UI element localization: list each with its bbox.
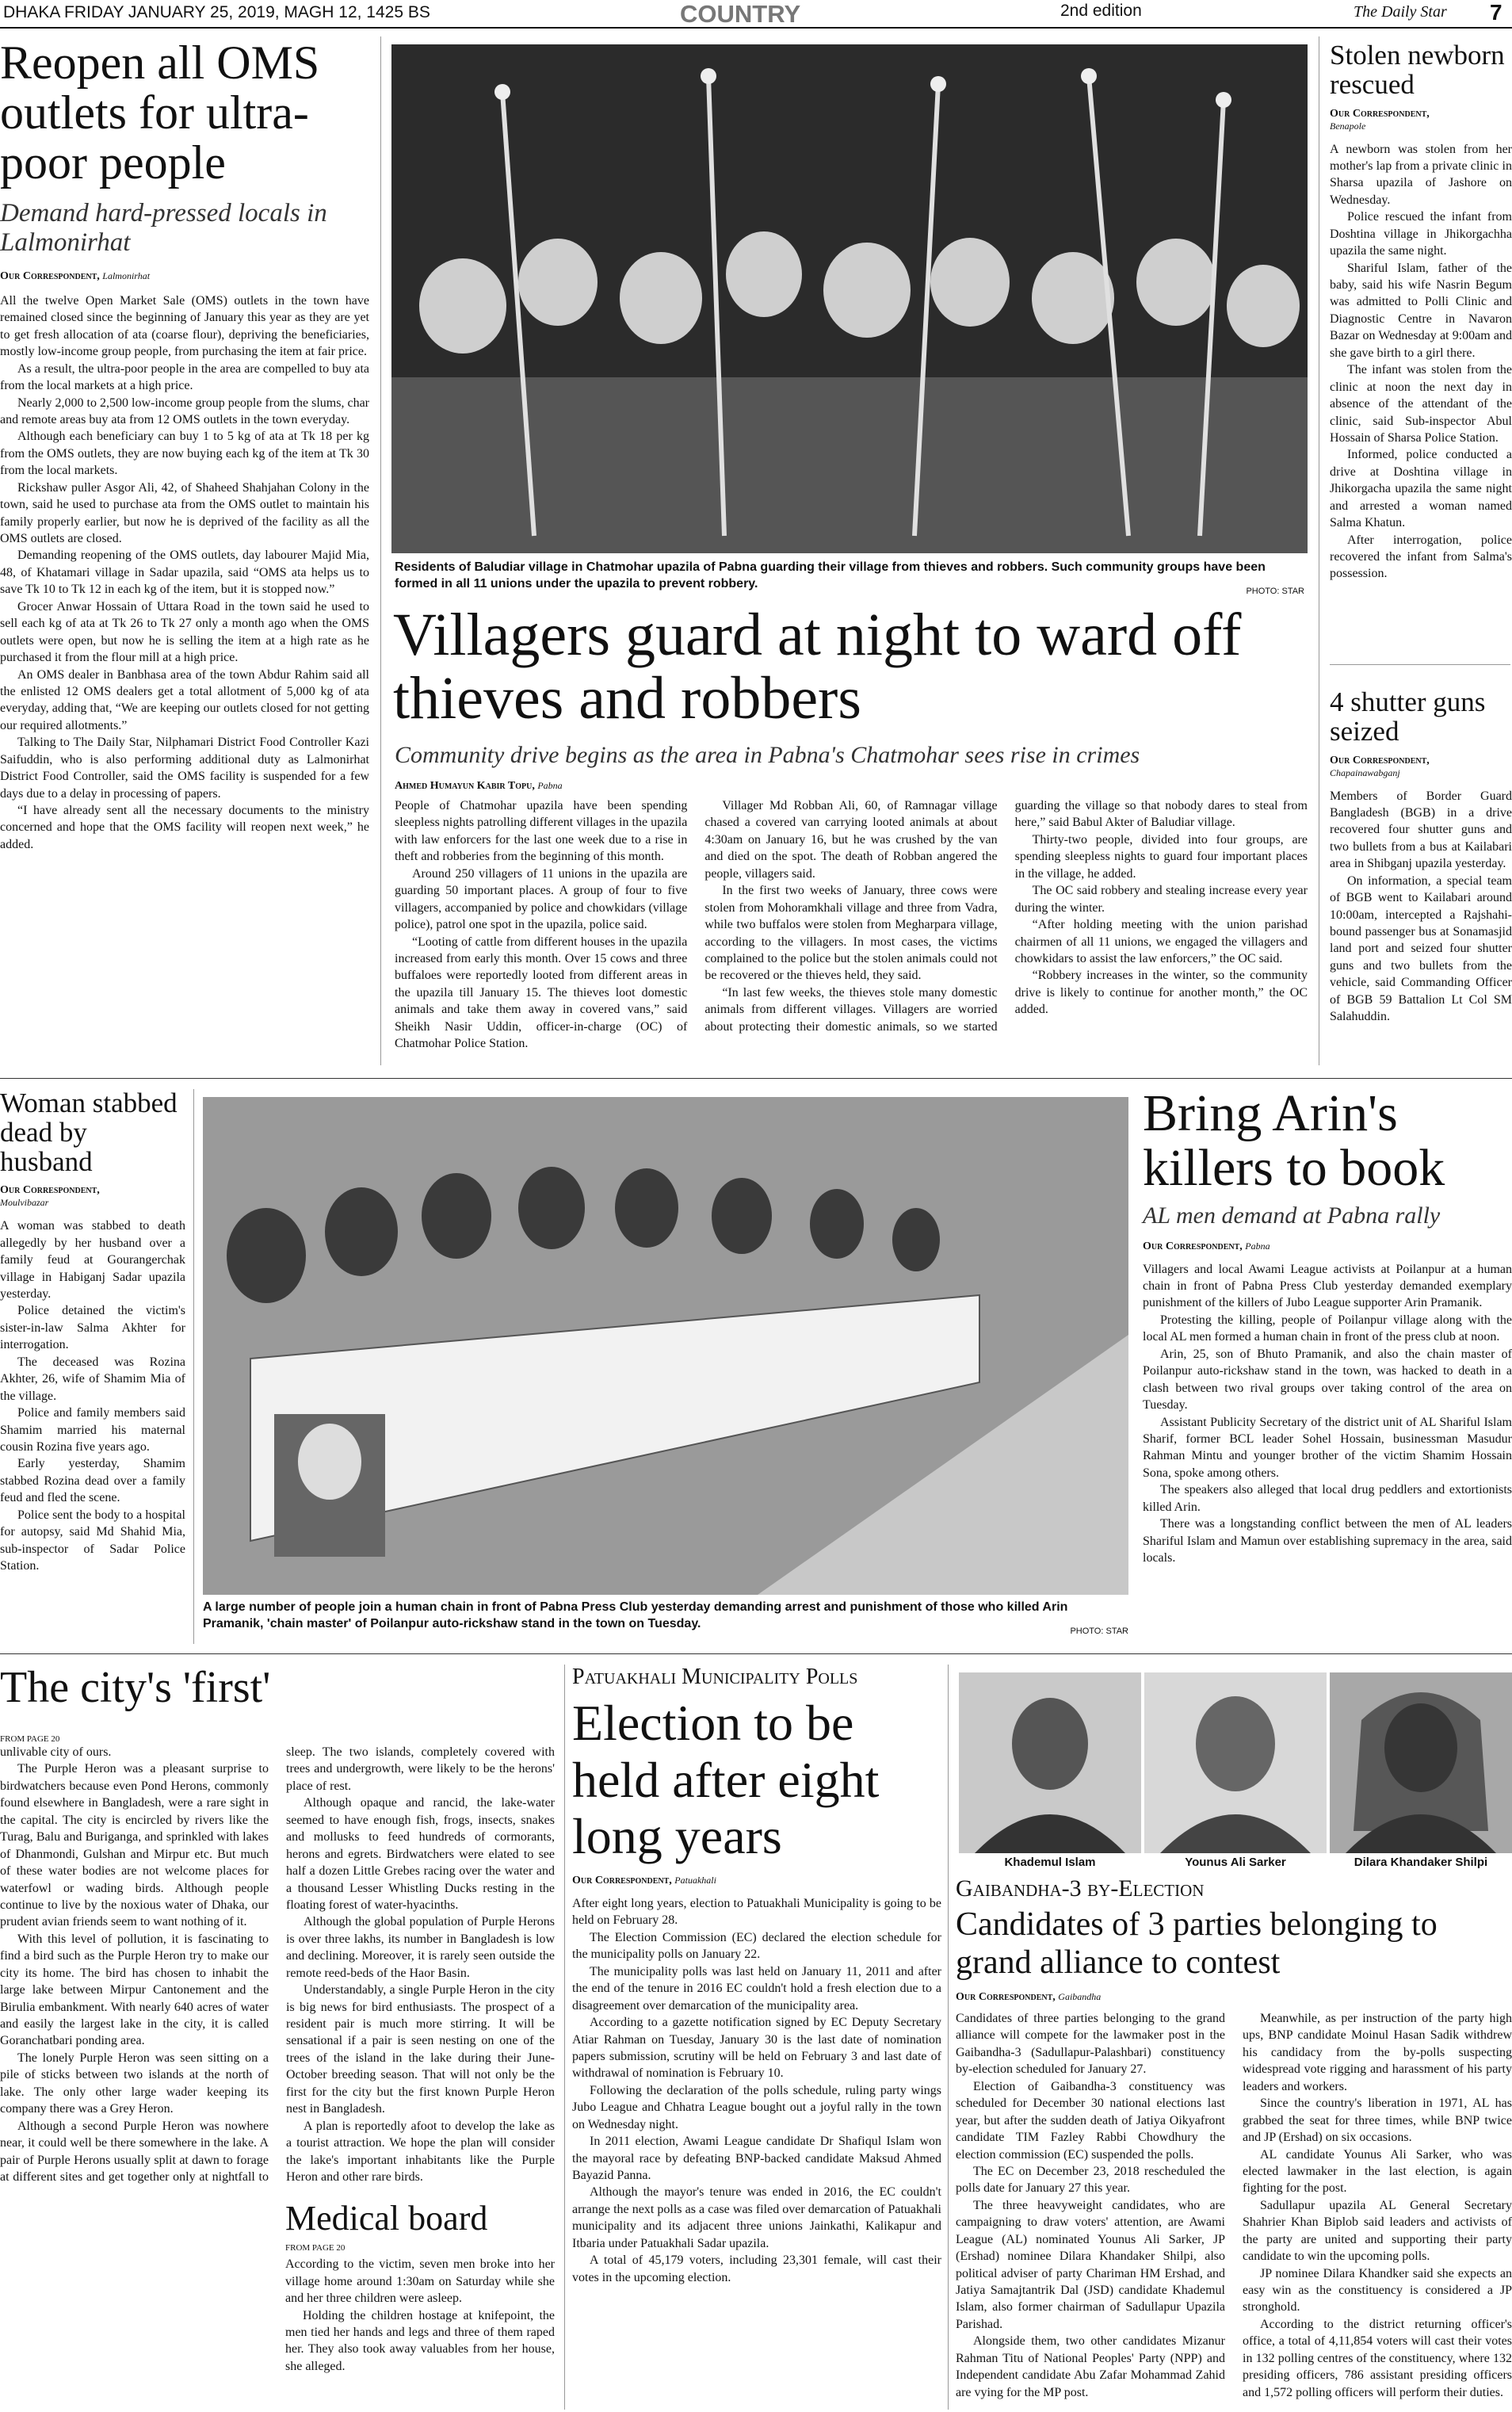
gaibandha-kicker: Gaibandha-3 by-Election xyxy=(956,1875,1205,1902)
newborn-headline: Stolen newborn rescued xyxy=(1330,40,1505,100)
oms-article xyxy=(0,38,369,853)
oms-byline: Our Correspondent, Lalmonirhat xyxy=(0,269,151,282)
oms-subhead: Demand hard-pressed locals in Lalmonirhat xyxy=(0,199,327,257)
medical-from-page: FROM PAGE 20 xyxy=(285,2243,346,2253)
masthead-logo: The Daily Star xyxy=(1354,3,1447,21)
patuakhali-article xyxy=(572,1665,941,2286)
section-name: COUNTRY xyxy=(680,0,801,28)
page-number: 7 xyxy=(1490,0,1502,25)
medical-article xyxy=(285,2200,555,2375)
newborn-byline: Our Correspondent, Benapole xyxy=(1330,107,1430,132)
edition-label: 2nd edition xyxy=(1060,2,1142,20)
patuakhali-body: After eight long years, election to Patuakhali Municipality is going to be held on February 28. The Election Commission (EC) declared the election schedule for the municipality polls on January 22. The municipality polls was last held on January 11, 2011 and after the end of the tenure in 2016 EC couldn't hold a fresh election due to a disagreement over demarcation of the municipality area. According to a gazette notification signed by EC Deputy Secretary Atiar Rahman on Tuesday, January 30 is the last date of nomination papers submission, scrutiny will be held on February 3 and last date of withdrawal of nomination is February 10. Following the declaration of the polls schedule, ruling party wings Jubo League and Chhatra League bought out a joyful rally in the town on Wednesday night. In 2011 election, Awami League candidate Dr Shafiqul Islam won the mayoral race by defeating BNP-backed candidate Maksud Ahmed Bayazid Panna. Although the mayor's tenure was ended in 2016, the EC couldn't arrange the next polls as a case was filed over demarcation of Patuakhali municipality and its adjacent three unions Jainkathi, Kalikapur and Itbaria under Patuakhali Sadar upazila. A total of 45,179 voters, including 23,301 female, will cast their votes in the upcoming election. xyxy=(572,1897,941,2284)
newborn-article xyxy=(1330,41,1512,583)
villagers-photo xyxy=(391,44,1308,553)
arin-photo-credit: PHOTO: STAR xyxy=(1070,1626,1128,1636)
arin-subhead: AL men demand at Pabna rally xyxy=(1143,1202,1441,1229)
portrait-caption-1: Khademul Islam xyxy=(1004,1856,1096,1869)
gaibandha-byline: Our Correspondent, Gaibandha xyxy=(956,1991,1102,2003)
arin-headline: Bring Arin's killers to book xyxy=(1143,1084,1445,1198)
shutter-headline: 4 shutter guns seized xyxy=(1330,686,1486,747)
arin-photo-graphic xyxy=(203,1097,1128,1595)
villagers-photo-credit: PHOTO: STAR xyxy=(1246,587,1304,596)
woman-body: A woman was stabbed to death allegedly by her husband over a family feud at Gourangerchak village in Habiganj Sadar upazila yesterday. Police detained the victim's sister-in-law Salma Akhter for interrogation. The deceased was Rozina Akhter, 26, wife of Shamim Mia of the village. Police and family members said Shamim married his maternal cousin Rozina five years ago. Early yesterday, Shamim stabbed Rozina dead over a family feud and fled the scene. Police sent the body to a hospital for autopsy, said Md Shahid Mia, sub-inspector of Sadar Police Station. xyxy=(0,1219,185,1573)
portrait-row xyxy=(956,1672,1512,1874)
gaibandha-headline: Candidates of 3 parties belonging to grand alliance to contest xyxy=(956,1906,1438,1982)
arin-body: Villagers and local Awami League activists at Poilanpur at a human chain in front of Pabna Press Club yesterday demanded exemplary punishment of the killers of Jubo League supporter Arin Pramanik. Protesting the killing, people of Poilanpur village along with the local AL men formed a human chain in front of the press club at noon. Arin, 25, son of Bhuto Pramanik, and also the chain master of Poilanpur auto-rickshaw stand in the town, was hacked to death in a clash between two rival groups over taking control of the area on Tuesday. Assistant Publicity Secretary of the district unit of AL Shariful Islam Sharif, former BCL leader Sohel Hossain, businessman Masudur Rahman Mintu and younger brother of the victim Shamim Hossain Sona, spoke among others. The speakers also alleged that local drug peddlers and extortionists killed Arin. There was a longstanding conflict between the men of AL leaders Shariful Islam and Mamun over establishing supremacy in the area, said locals. xyxy=(1143,1262,1512,1565)
arin-article xyxy=(1143,1086,1512,1566)
woman-article xyxy=(0,1089,185,1574)
gaibandha-body: Candidates of three parties belonging to the grand alliance will compete for the lawmaker post in the Gaibandha-3 (Sadullapur-Palashbari) constituency by-election scheduled for January 27. Election of Gaibandha-3 constituency was scheduled for December 30 national elections last year, but after the sudden death of Jatiya Oikyafront candidate TIM Fazley Rabbi Chowdhury the election commission (EC) suspended the polls. The EC on December 23, 2018 rescheduled the polls date for January 27 this year. The three heavyweight candidates, who are campaigning to draw voters' attention, are Awami League (AL) nominated Younus Ali Sarker, JP (Ershad) nominee Dilara Khandaker Shilpi, also political adviser of party Chariman HM Ershad, and Jatiya Samajtantrik Dal (JSD) candidate Khademul Islam, also former chairman of Sadullapur Upazila Parishad. Alongside them, two other candidates Mizanur Rahman Titu of National Peoples' Party (NPP) and Independent candidate Abu Zafar Mohammad Zahid are vying for the MP post. Meanwhile, as per instruction of the party high ups, BNP candidate Moinul Hasan Sadik withdrew his candidacy from the by-polls suspecting widespread vote rigging and harassment of his party leaders and workers. Since the country's liberation in 1971, AL has grabbed the seat for three times, while BNP twice and JP (Ershad) on six occasions. AL candidate Younus Ali Sarker, who was elected lawmaker in the last election, is again fighting for the post. Sadullapur upazila AL General Secretary Shahrier Khan Biplob said leaders and activists of the party are united and supporting their party candidate to win the upcoming polls. JP nominee Dilara Khandker said she expects an easy win as the constituency is considered a JP stronghold. According to the district returning officer's office, a total of 4,11,854 voters will cast their votes in 132 polling centres of the constituency, where 132 presiding officers, 786 assistant presiding officers and 1,572 polling officers will perform their duties. xyxy=(956,2012,1512,2399)
city-from-page: FROM PAGE 20 xyxy=(0,1734,60,1744)
arin-photo xyxy=(203,1097,1128,1595)
shutter-body: Members of Border Guard Bangladesh (BGB) in a drive recovered four shutter guns and two bullets from a bus at Kailabari area in Shibganj upazila yesterday. On information, a special team of BGB went to Kailabari around 10:00am, intercepted a Rajshahi-bound passenger bus at Sonamasjid land port and seized four shutter guns and two bullets from the vehicle, said Commanding Officer of BGB 59 Battalion Lt Col SM Salahuddin. xyxy=(1330,789,1512,1024)
city-headline: The city's 'first' xyxy=(0,1663,271,1712)
portrait-dilara xyxy=(1330,1672,1512,1853)
city-body: unlivable city of ours. The Purple Heron was a pleasant surprise to birdwatchers because even Pond Herons, commonly found elsewhere in Bangladesh, were a rare sight in the capital. The city is encircled by rivers like the Turag, Balu and Buriganga, and sprinkled with lakes of Dhanmondi, Gulshan and Mirpur etc. But much of these water bodies are not welcome places for waterfowl or wading birds. Although people continue to live by the noxious water of Dhaka, our prudent avian friends seem to want nothing of it. With this level of pollution, it is fascinating to find a bird such as the Purple Heron try to make our city its home. The bird has chosen to inhabit the large lake between Mirpur Cantonement and the Birulia embankment. With nearly 640 acres of water and easily the largest lake in the city, it is called Goranchatbari ponding area. The lonely Purple Heron was seen sitting on a pile of sticks between two islands at the north of lake. The only other large wader keeping its company there was a Grey Heron. Although a second Purple Heron was nowhere near, it could well be there somewhere in the lake. A pair of Purple Herons usually split at dawn to forage at different sites and get together only at nightfall to sleep. The two islands, completely covered with trees and undergrowth, were likely to be the herons' place of rest. Although opaque and rancid, the lake-water seemed to have enough fish, frogs, insects, snakes and mollusks to feed hundreds of cormorants, herons and egrets. Birdwatchers were elated to see half a dozen Little Grebes racing over the water and a thousand Lesser Whistling Ducks resting in the floating forest of water-hyacinths. Although the global population of Purple Herons is over three lakhs, its number in Bangladesh is low and declining. Moreover, it is rarely seen outside the remote reed-beds of the Haor Basin. Understandably, a single Purple Heron in the city is big news for bird enthusiasts. The prospect of a resident pair is much more stirring. It will be sensational if a pair is seen nesting on one of the trees of the island in the lake during their June-October breeding season. That will not only be the first for the city but the first known Purple Heron nest in Bangladesh. A plan is reportedly afoot to develop the lake as a tourist attraction. We hope the plan will consider the lake's important inhabitants like the Purple Heron and other rare birds. xyxy=(0,1745,555,2184)
villagers-subhead: Community drive begins as the area in Pabna's Chatmohar sees rise in crimes xyxy=(395,742,1140,768)
shutter-byline: Our Correspondent, Chapainawabganj xyxy=(1330,754,1430,778)
medical-body: According to the victim, seven men broke into her village home around 1:30am on Saturday while she and her three children were asleep. Holding the children hostage at knifepoint, the men tied her hands and legs and three of them raped her. They also took away valuables from her house, she alleged. xyxy=(285,2257,555,2373)
patuakhali-headline: Election to be held after eight long years xyxy=(572,1695,880,1865)
oms-body: All the twelve Open Market Sale (OMS) outlets in the town have remained closed since the beginning of January this year as they are yet to get fresh allocation of ata (coarse flour), depriving the beneficiaries, mostly low-income group people, from purchasing the item at fair price. As a result, the ultra-poor people in the area are compelled to buy ata from the local markets at a high price. Nearly 2,000 to 2,500 low-income group people from the slums, char and remote areas buy ata from 12 OMS outlets in the town everyday. Although each beneficiary can buy 1 to 5 kg of ata at Tk 18 per kg from the OMS outlets, they are now buying each kg of the item at Tk 30 from the local markets. Rickshaw puller Asgor Ali, 42, of Shaheed Shahjahan Colony in the town, said he used to purchase ata from the OMS outlet to maintain his family properly earlier, but now he is deprived of the facility as all the OMS outlets are closed. Demanding reopening of the OMS outlets, day labourer Majid Mia, 48, of Khatamari village in Sadar upazila, said “OMS ata helps us to save Tk 10 to Tk 12 in each kg of the item, but it is stopped now.” Grocer Anwar Hossain of Uttara Road in the town said he used to sell each kg of ata at Tk 26 to Tk 27 only a month ago when the OMS outlets were open, but now he is selling the item at a high rate as he purchased it from the flour mill at a high price. An OMS dealer in Banbhasa area of the town Abdur Rahim said all the enlisted 12 OMS dealers get a total allotment of 5,000 kg of ata everyday, adding that, “We are keeping our outlets closed for not getting our required allotments.” Talking to The Daily Star, Nilphamari District Food Controller Kazi Saifuddin, who is also performing additional duty as Lalmonirhat District Food Controller, said the OMS facility is suspended for a few days due to a delay in processing of papers. “I have already sent all the necessary documents to the ministry concerned and hope that the OMS facility will reopen next week,” he added. xyxy=(0,293,369,851)
page-header xyxy=(0,0,1512,29)
villagers-caption: Residents of Baludiar village in Chatmohar upazila of Pabna guarding their village from thieves and robbers. Such community groups have been formed in all 11 unions under the upazila to prevent robbery. xyxy=(395,560,1266,591)
villagers-photo-graphic xyxy=(391,44,1308,553)
villagers-byline: Ahmed Humayun Kabir Topu, Pabna xyxy=(395,780,563,792)
newborn-body: A newborn was stolen from her mother's lap from a private clinic in Sharsa upazila of Jashore on Wednesday. Police rescued the infant from Doshtina village in Jhikorgachha upazila the same night. Shariful Islam, father of the baby, said his wife Nasrin Begum was admitted to Polli Clinic and Diagnostic Centre in Navaron Bazar on Wednesday at 9:00am and she gave birth to a girl there. The infant was stolen from the clinic at noon the next day in absence of the attendant of the clinic, said Sub-inspector Abul Hossain of Sharsa Police Station. Informed, police conducted a drive at Doshtina village in Jhikorgacha upazila the same night and arrested a woman named Salma Khatun. After interrogation, police recovered the infant from Salma's possession. xyxy=(1330,142,1512,581)
patuakhali-byline: Our Correspondent, Patuakhali xyxy=(572,1875,716,1887)
patuakhali-kicker: Patuakhali Municipality Polls xyxy=(572,1665,858,1689)
villagers-body: People of Chatmohar upazila have been spending sleepless nights patrolling different villages in the upazila with law enforcers for the last one week due to a rise in theft and robberies from the beginning of this month. Around 250 villagers of 11 unions in the upazila are guarding 50 important places. A group of four to five villagers, accompanied by police and chowkidars (village police), patrol one spot in the upazila, police said. “Looting of cattle from different houses in the upazila increased from early this month. Over 15 cows and three buffaloes were reportedly looted from different areas in the upazila till January 15. The thieves loot domestic animals and take them away in covered vans,” said Sheikh Nasir Uddin, officer-in-charge (OC) of Chatmohar Police Station. Villager Md Robban Ali, 60, of Ramnagar village chased a covered van carrying looted animals at about 4:30am on January 16, but he was crushed by the van and died on the spot. The death of Robban angered the people, villagers said. In the first two weeks of January, three cows were stolen from Mohoramkhali village and three from Vadra, while two buffalos were stolen from Megharpara village, according to the villagers. In most cases, the victims complained to the police but the stolen animals could not be recovered or the thieves held, they said. “In last few weeks, the thieves stole many domestic animals from different villages. Villagers are worried about protecting their domestic animals, so we started guarding the village so that nobody dares to steal from here,” said Babul Akter of Baludiar village. Thirty-two people, divided into four groups, are spending sleepless nights to guard four important places in the village, he added. The OC said robbery and stealing increase every year during the winter. “After holding meeting with the union parishad chairmen of all 11 unions, we engaged the villagers and chowkidars to assist the law enforcers,” the OC said. “Robbery increases in the winter, so the community drive is likely to continue for another month,” the OC added. xyxy=(395,799,1308,1051)
portrait-younus xyxy=(1144,1672,1327,1853)
woman-headline: Woman stabbed dead by husband xyxy=(0,1088,178,1177)
arin-byline: Our Correspondent, Pabna xyxy=(1143,1240,1270,1252)
shutter-article xyxy=(1330,688,1512,1026)
medical-headline: Medical board xyxy=(285,2199,488,2238)
dateline: DHAKA FRIDAY JANUARY 25, 2019, MAGH 12, 1425 BS xyxy=(3,3,430,21)
woman-byline: Our Correspondent, Moulvibazar xyxy=(0,1184,100,1209)
oms-headline: Reopen all OMS outlets for ultra-poor people xyxy=(0,36,320,189)
portrait-caption-3: Dilara Khandaker Shilpi xyxy=(1354,1856,1488,1869)
villagers-headline: Villagers guard at night to ward off thieves and robbers xyxy=(393,602,1242,732)
portrait-khademul xyxy=(959,1672,1141,1853)
arin-caption: A large number of people join a human chain in front of Pabna Press Club yesterday demanding arrest and punishment of those who killed Arin Pramanik, 'chain master' of Poilanpur auto-rickshaw stand in the town on Tuesday. xyxy=(203,1600,1068,1630)
portrait-caption-2: Younus Ali Sarker xyxy=(1185,1856,1286,1869)
